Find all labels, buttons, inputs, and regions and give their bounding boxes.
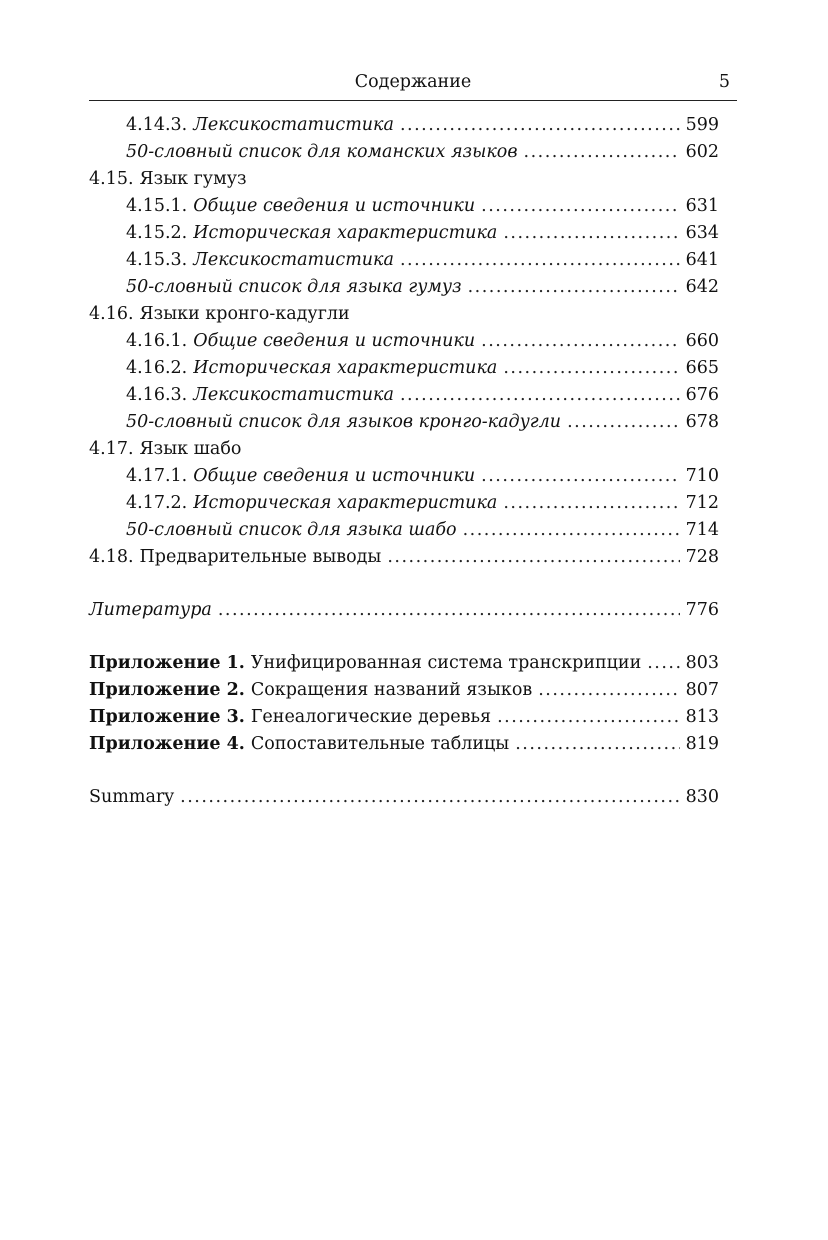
toc-entry-4-15-3[interactable]	[89, 247, 719, 274]
toc-section-4-16[interactable]	[89, 301, 719, 328]
entry-page: 634	[685, 223, 719, 243]
entry-page: 642	[685, 277, 719, 297]
dot-leader	[387, 544, 679, 571]
entry-page: 813	[685, 707, 719, 727]
spacer	[89, 571, 719, 597]
section-title: Язык гумуз	[139, 169, 247, 189]
spacer	[89, 758, 719, 784]
entry-page: 803	[685, 653, 719, 673]
dot-leader	[180, 784, 679, 811]
dot-leader	[400, 112, 680, 139]
toc-entry-literature[interactable]	[89, 597, 719, 624]
entry-number: 4.17.1.	[126, 466, 188, 486]
dot-leader	[503, 490, 679, 517]
entry-number: 4.15.3.	[126, 250, 188, 270]
entry-title: Генеалогические деревья	[250, 707, 492, 727]
entry-page: 807	[685, 680, 719, 700]
entry-title: Общие сведения и источники	[193, 331, 476, 351]
entry-title: Summary	[89, 787, 175, 807]
section-number: 4.16.	[89, 304, 134, 324]
toc-section-4-15[interactable]	[89, 166, 719, 193]
dot-leader	[497, 704, 680, 731]
entry-page: 714	[685, 520, 719, 540]
entry-title: Общие сведения и источники	[193, 466, 476, 486]
toc-entry-4-15-2[interactable]	[89, 220, 719, 247]
entry-page: 712	[685, 493, 719, 513]
dot-leader	[538, 677, 679, 704]
entry-number: 4.15.2.	[126, 223, 188, 243]
entry-title: Историческая характеристика	[193, 493, 498, 513]
toc-entry-4-16-2[interactable]	[89, 355, 719, 382]
entry-title: Литература	[89, 600, 212, 620]
dot-leader	[468, 274, 680, 301]
dot-leader	[218, 597, 680, 624]
toc-entry-4-18[interactable]	[89, 544, 719, 571]
page-number: 5	[718, 72, 730, 92]
entry-page: 676	[685, 385, 719, 405]
entry-number: 4.16.2.	[126, 358, 188, 378]
entry-title: Лексикостатистика	[193, 250, 394, 270]
toc-entry-appendix-4[interactable]	[89, 731, 719, 758]
toc-entry-4-16-1[interactable]	[89, 328, 719, 355]
dot-leader	[400, 247, 680, 274]
entry-title: Сопоставительные таблицы	[250, 734, 510, 754]
dot-leader	[503, 220, 679, 247]
section-number: 4.15.	[89, 169, 134, 189]
entry-title: 50-словный список для команских языков	[126, 142, 518, 162]
toc-entry-wordlist-koman[interactable]	[89, 139, 719, 166]
section-number: 4.17.	[89, 439, 134, 459]
entry-title: Историческая характеристика	[193, 223, 498, 243]
dot-leader	[503, 355, 679, 382]
entry-page: 728	[685, 547, 719, 567]
entry-number: 4.16.1.	[126, 331, 188, 351]
page-header	[89, 66, 737, 101]
toc-entry-4-17-1[interactable]	[89, 463, 719, 490]
entry-title: 50-словный список для языка гумуз	[126, 277, 462, 297]
dot-leader	[515, 731, 679, 758]
toc-entry-appendix-1[interactable]	[89, 650, 719, 677]
entry-page: 602	[685, 142, 719, 162]
entry-page: 665	[685, 358, 719, 378]
toc-entry-wordlist-shabo[interactable]	[89, 517, 719, 544]
dot-leader	[647, 650, 679, 677]
toc-entry-appendix-3[interactable]	[89, 704, 719, 731]
entry-page: 641	[685, 250, 719, 270]
entry-number: 4.17.2.	[126, 493, 188, 513]
entry-title: Сокращения названий языков	[250, 680, 533, 700]
toc-section-4-17[interactable]	[89, 436, 719, 463]
dot-leader	[567, 409, 680, 436]
entry-title: 50-словный список для языков кронго-кадугли	[126, 412, 562, 432]
toc-entry-4-17-2[interactable]	[89, 490, 719, 517]
section-title: Языки кронго-кадугли	[139, 304, 350, 324]
dot-leader	[524, 139, 680, 166]
entry-title: 50-словный список для языка шабо	[126, 520, 457, 540]
entry-title: Унифицированная система транскрипции	[250, 653, 642, 673]
running-title: Содержание	[354, 72, 472, 92]
entry-number: 4.14.3.	[126, 115, 188, 135]
toc-entry-appendix-2[interactable]	[89, 677, 719, 704]
appendix-label: Приложение 4.	[89, 734, 245, 754]
toc-entry-wordlist-gumuz[interactable]	[89, 274, 719, 301]
entry-page: 599	[685, 115, 719, 135]
entry-page: 710	[685, 466, 719, 486]
entry-title: Общие сведения и источники	[193, 196, 476, 216]
entry-page: 631	[685, 196, 719, 216]
toc-entry-summary[interactable]	[89, 784, 719, 811]
section-title: Язык шабо	[139, 439, 242, 459]
appendix-label: Приложение 1.	[89, 653, 245, 673]
entry-page: 660	[685, 331, 719, 351]
entry-number: 4.16.3.	[126, 385, 188, 405]
dot-leader	[481, 463, 679, 490]
toc-entry-4-15-1[interactable]	[89, 193, 719, 220]
entry-page: 830	[685, 787, 719, 807]
dot-leader	[481, 193, 679, 220]
dot-leader	[463, 517, 680, 544]
toc-entry-wordlist-krongo-kadugli[interactable]	[89, 409, 719, 436]
appendix-label: Приложение 2.	[89, 680, 245, 700]
toc-entry-4-16-3[interactable]	[89, 382, 719, 409]
section-number: 4.18.	[89, 547, 134, 567]
section-title: Предварительные выводы	[139, 547, 382, 567]
dot-leader	[481, 328, 679, 355]
entry-title: Лексикостатистика	[193, 115, 394, 135]
dot-leader	[400, 382, 680, 409]
toc-entry-4-14-3[interactable]	[89, 112, 719, 139]
entry-title: Лексикостатистика	[193, 385, 394, 405]
appendix-label: Приложение 3.	[89, 707, 245, 727]
spacer	[89, 624, 719, 650]
entry-title: Историческая характеристика	[193, 358, 498, 378]
entry-page: 678	[685, 412, 719, 432]
entry-page: 776	[685, 600, 719, 620]
table-of-contents	[89, 112, 719, 811]
entry-number: 4.15.1.	[126, 196, 188, 216]
entry-page: 819	[685, 734, 719, 754]
